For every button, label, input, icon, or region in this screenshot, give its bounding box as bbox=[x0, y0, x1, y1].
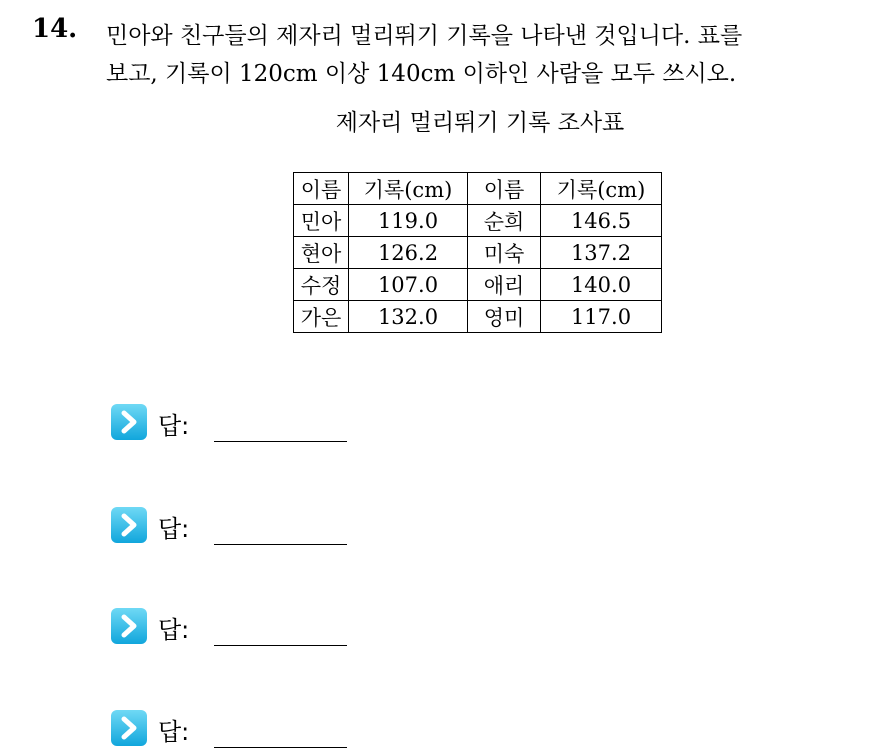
record-cell: 140.0 bbox=[541, 269, 662, 301]
table-row bbox=[294, 205, 662, 237]
answer-label: 답: bbox=[158, 616, 190, 644]
name-cell: 현아 bbox=[294, 237, 349, 269]
header-cell: 이름 bbox=[294, 173, 349, 205]
chevron-right-icon bbox=[111, 710, 147, 746]
answer-label: 답: bbox=[158, 515, 190, 543]
question-number: 14. bbox=[32, 14, 78, 44]
answer-blank[interactable] bbox=[214, 747, 347, 748]
header-cell: 기록(cm) bbox=[541, 173, 662, 205]
question-text-line-2: 보고, 기록이 120cm 이상 140cm 이하인 사람을 모두 쓰시오. bbox=[106, 61, 737, 87]
record-cell: 126.2 bbox=[349, 237, 468, 269]
table-header-row bbox=[294, 173, 662, 205]
record-cell: 107.0 bbox=[349, 269, 468, 301]
records-table bbox=[293, 172, 662, 333]
question-text-line-1: 민아와 친구들의 제자리 멀리뛰기 기록을 나타낸 것입니다. 표를 bbox=[106, 23, 743, 49]
answer-blank[interactable] bbox=[214, 544, 347, 545]
header-cell: 기록(cm) bbox=[349, 173, 468, 205]
table-title: 제자리 멀리뛰기 기록 조사표 bbox=[335, 110, 625, 136]
header-cell: 이름 bbox=[468, 173, 541, 205]
name-cell: 영미 bbox=[468, 301, 541, 333]
answer-blank[interactable] bbox=[214, 645, 347, 646]
name-cell: 미숙 bbox=[468, 237, 541, 269]
table-row bbox=[294, 269, 662, 301]
answer-label: 답: bbox=[158, 412, 190, 440]
table-row bbox=[294, 237, 662, 269]
record-cell: 119.0 bbox=[349, 205, 468, 237]
chevron-right-icon bbox=[111, 404, 147, 440]
table-row bbox=[294, 301, 662, 333]
record-cell: 132.0 bbox=[349, 301, 468, 333]
chevron-right-icon bbox=[111, 608, 147, 644]
name-cell: 순희 bbox=[468, 205, 541, 237]
chevron-right-icon bbox=[111, 507, 147, 543]
name-cell: 수정 bbox=[294, 269, 349, 301]
name-cell: 민아 bbox=[294, 205, 349, 237]
answer-label: 답: bbox=[158, 718, 190, 746]
record-cell: 117.0 bbox=[541, 301, 662, 333]
record-cell: 146.5 bbox=[541, 205, 662, 237]
answer-blank[interactable] bbox=[214, 441, 347, 442]
name-cell: 애리 bbox=[468, 269, 541, 301]
name-cell: 가은 bbox=[294, 301, 349, 333]
record-cell: 137.2 bbox=[541, 237, 662, 269]
